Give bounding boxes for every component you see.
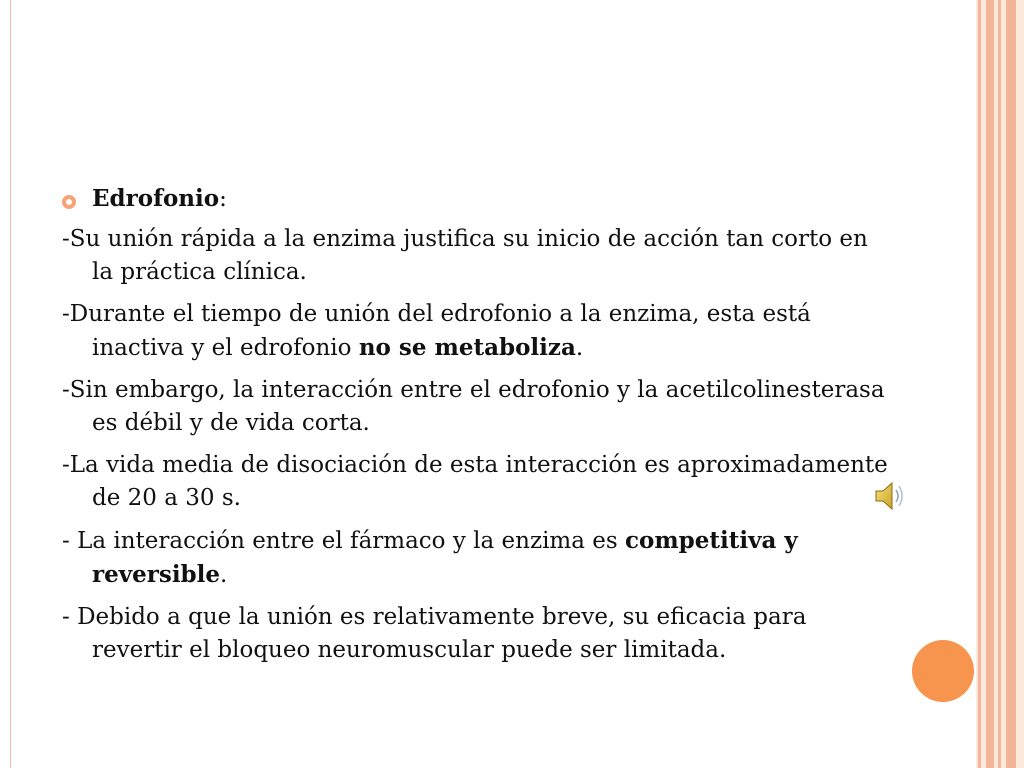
paragraph-6 bbox=[62, 601, 892, 667]
paragraph-text: . bbox=[575, 335, 584, 361]
paragraph-1 bbox=[62, 223, 892, 289]
slide-content bbox=[62, 182, 892, 676]
frame-right-stripe bbox=[986, 0, 994, 768]
heading-title: Edrofonio bbox=[92, 185, 220, 212]
paragraph-4 bbox=[62, 449, 892, 515]
paragraph-text: -Durante el tiempo de unión del edrofonio a la enzima, esta está inactiva y el edrofonio bbox=[62, 301, 811, 361]
heading-suffix: : bbox=[219, 186, 227, 212]
frame-right-stripe bbox=[1006, 0, 1016, 768]
paragraph-text: . bbox=[220, 562, 228, 588]
frame-right-stripe bbox=[998, 0, 1001, 768]
slide-heading bbox=[62, 182, 892, 216]
paragraph-text: -La vida media de disociación de esta interacción es aproximadamente de 20 a 30 s. bbox=[62, 452, 888, 511]
paragraph-bold: no se metaboliza bbox=[358, 334, 576, 361]
paragraph-text: - La interacción entre el fármaco y la enzima es bbox=[62, 528, 625, 554]
paragraph-5 bbox=[62, 524, 892, 592]
frame-right-stripe bbox=[978, 0, 981, 768]
decorative-circle bbox=[912, 640, 974, 702]
paragraph-text: - Debido a que la unión es relativamente breve, su eficacia para revertir el bloqueo neuromuscular puede ser limitada. bbox=[62, 604, 807, 663]
paragraph-text: -Sin embargo, la interacción entre el edrofonio y la acetilcolinesterasa es débil y de vida corta. bbox=[62, 377, 885, 436]
frame-left-line bbox=[10, 0, 11, 768]
paragraph-text: -Su unión rápida a la enzima justifica su inicio de acción tan corto en la práctica clínica. bbox=[62, 226, 868, 285]
bullet-icon bbox=[62, 195, 76, 209]
speaker-icon[interactable] bbox=[872, 478, 908, 514]
paragraph-3 bbox=[62, 374, 892, 440]
paragraph-2 bbox=[62, 298, 892, 365]
paragraph-bold: competitiva y reversible bbox=[92, 527, 798, 588]
